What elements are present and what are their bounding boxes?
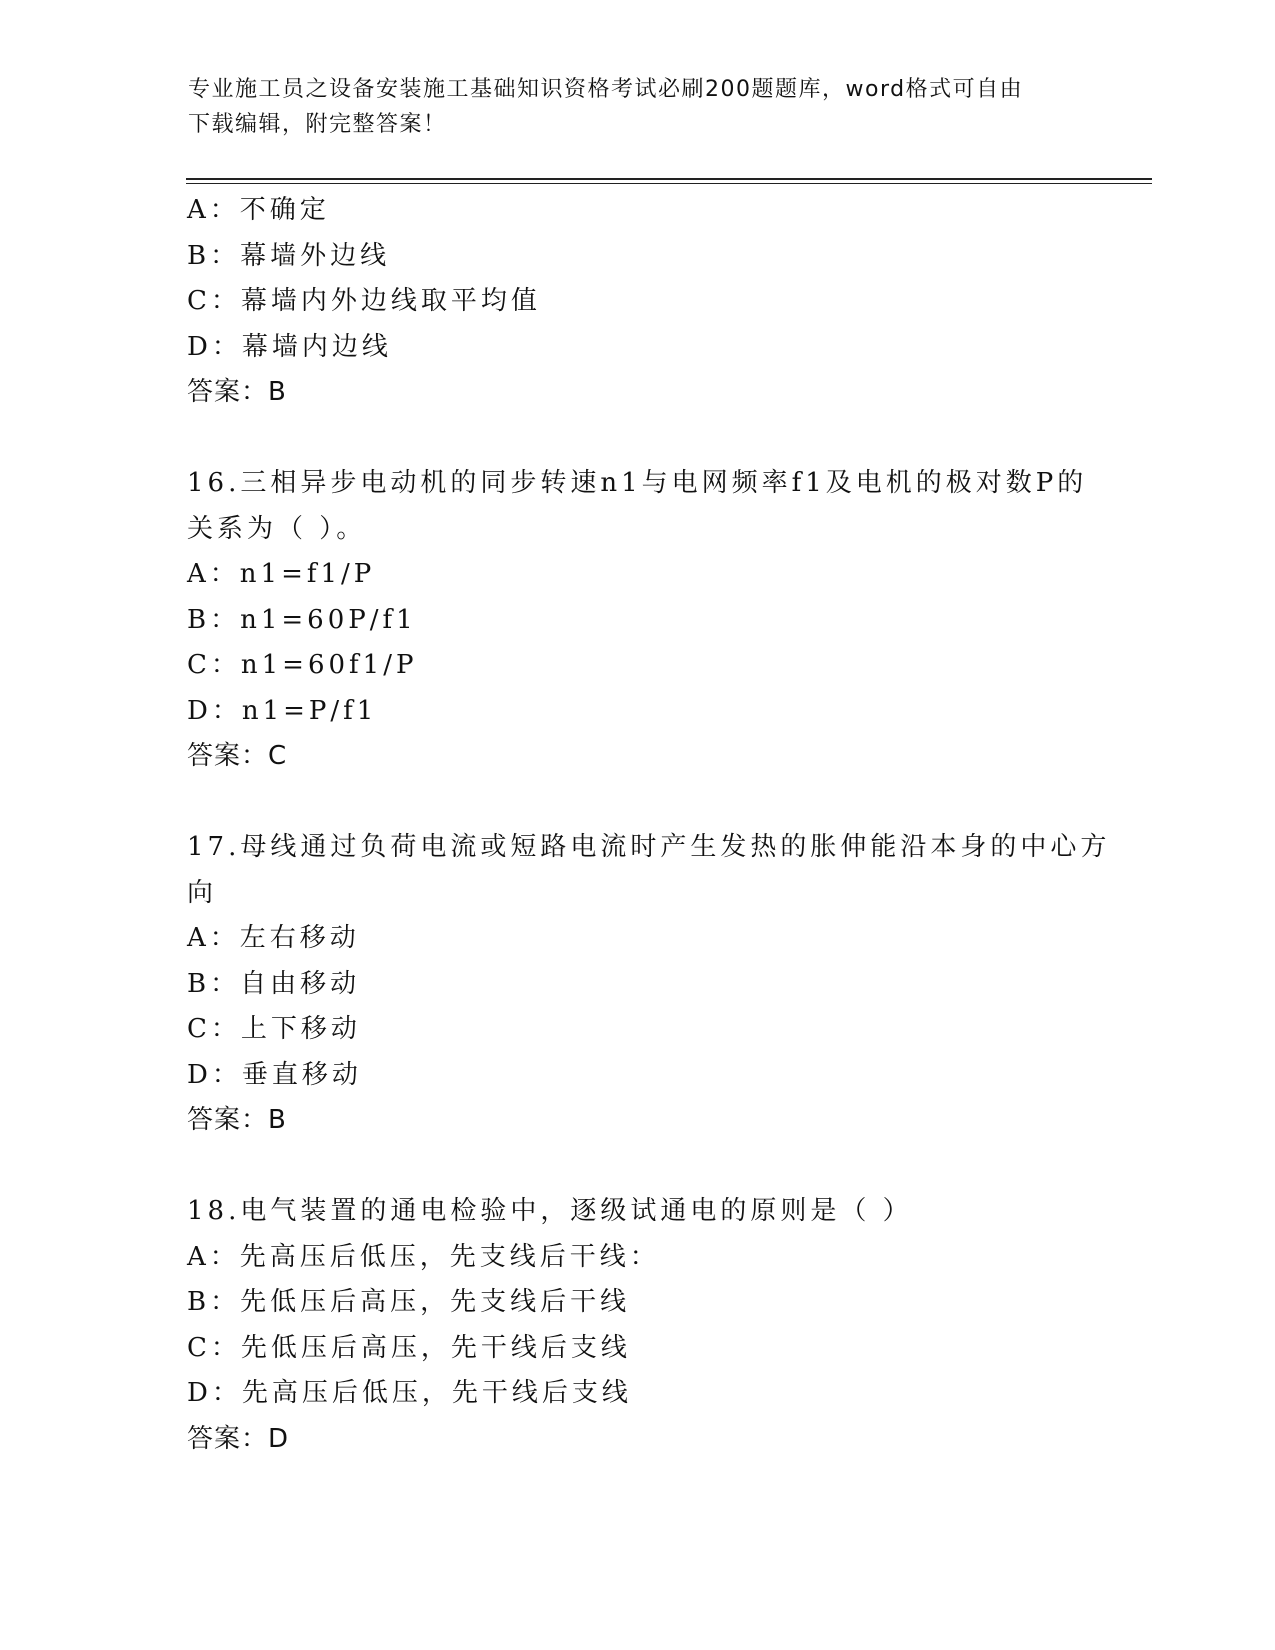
- question-15: [187, 188, 1087, 416]
- spacer: [187, 780, 1087, 826]
- option-b: B：n1=60P/f1: [187, 604, 417, 635]
- question-title-line-1: 17.母线通过负荷电流或短路电流时产生发热的胀伸能沿本身的中心方: [187, 832, 1111, 862]
- question-title-line-1: 16.三相异步电动机的同步转速n1与电网频率f1及电机的极对数P的: [187, 468, 1088, 498]
- answer-label: 答案：C: [187, 741, 288, 771]
- option-a: A：n1=f1/P: [187, 559, 376, 589]
- option-c: C：上下移动: [187, 1014, 361, 1044]
- question-title-line-2: 关系为（ ）。: [187, 513, 367, 544]
- option-d: D：垂直移动: [187, 1059, 362, 1090]
- option-b: B：先低压后高压，先支线后干线: [187, 1287, 631, 1317]
- option-d: D：幕墙内边线: [187, 331, 392, 362]
- document-header: [188, 72, 1068, 142]
- answer-label: 答案：B: [187, 377, 287, 407]
- option-a: A：先高压后低压，先支线后干线：: [187, 1241, 660, 1272]
- answer-label: 答案：B: [187, 1105, 287, 1135]
- question-title-line-1: 18.电气装置的通电检验中，逐级试通电的原则是（ ）: [187, 1196, 913, 1226]
- header-line-1: 专业施工员之设备安装施工基础知识资格考试必刷200题题库，word格式可自由: [188, 77, 1024, 102]
- header-line-2: 下载编辑，附完整答案！: [188, 112, 447, 137]
- option-a: A：左右移动: [187, 923, 360, 953]
- option-c: C：幕墙内外边线取平均值: [187, 286, 541, 316]
- header-divider-thin: [186, 183, 1152, 184]
- answer-label: 答案：D: [187, 1423, 290, 1454]
- option-b: B：幕墙外边线: [187, 240, 391, 271]
- spacer: [187, 1144, 1087, 1190]
- spacer: [187, 416, 1087, 462]
- option-d: D：先高压后低压，先干线后支线: [187, 1378, 632, 1408]
- option-a: A：不确定: [187, 195, 330, 225]
- question-18: [187, 1189, 1087, 1462]
- question-17: [187, 825, 1111, 1144]
- option-c: C：n1=60f1/P: [187, 650, 418, 680]
- question-16: [187, 461, 1087, 780]
- question-list: [187, 188, 1111, 1462]
- header-divider: [186, 178, 1152, 180]
- option-d: D：n1=P/f1: [187, 695, 378, 726]
- option-b: B：自由移动: [187, 968, 361, 999]
- question-title-line-2: 向: [187, 877, 218, 908]
- option-c: C：先低压后高压，先干线后支线: [187, 1332, 631, 1363]
